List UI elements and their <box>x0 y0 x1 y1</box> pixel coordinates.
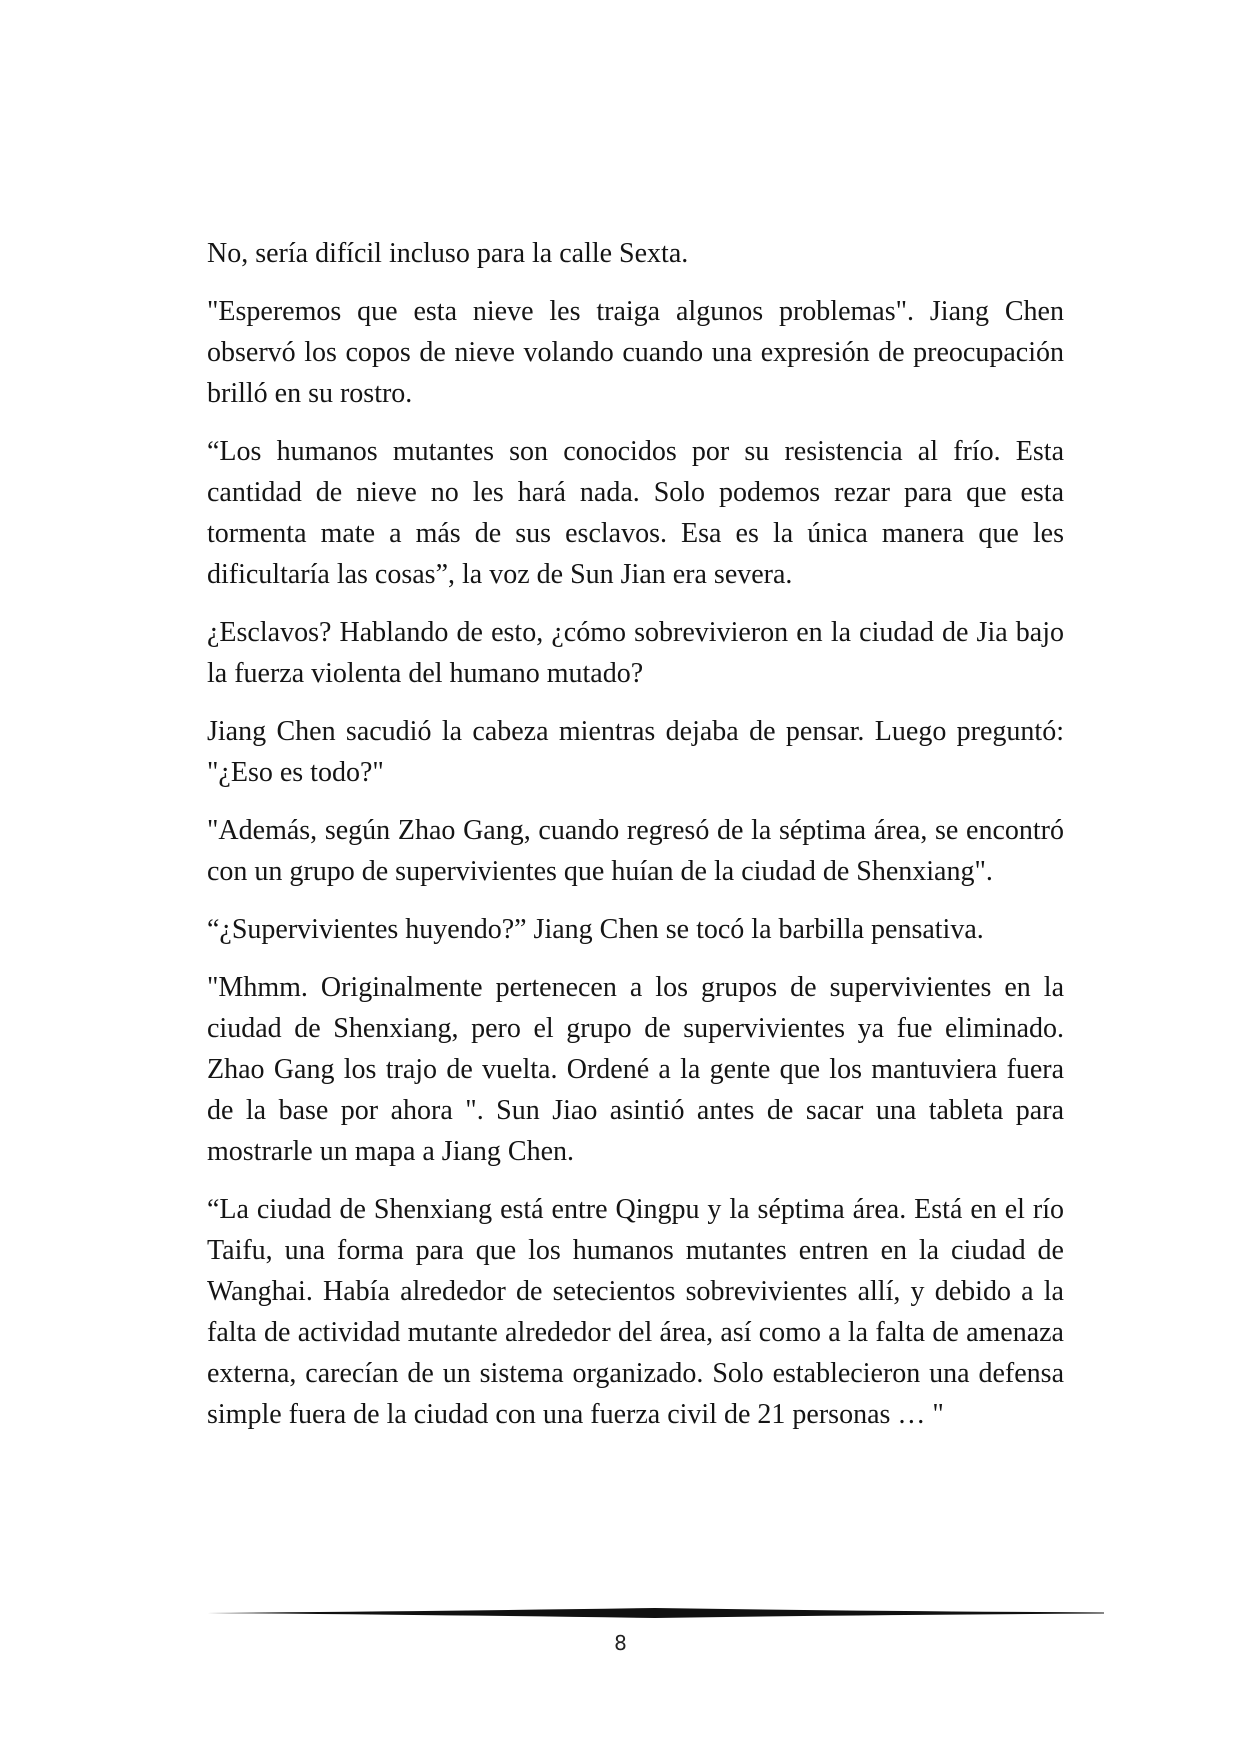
paragraph-5: Jiang Chen sacudió la cabeza mientras dejaba de pensar. Luego preguntó: "¿Eso es todo?" <box>207 716 1064 788</box>
page-number: 8 <box>614 1631 627 1655</box>
paragraph-6: "Además, según Zhao Gang, cuando regresó de la séptima área, se encontró con un grupo de supervivientes que huían de la ciudad de Shenxiang". <box>207 815 1064 887</box>
paragraph-7: “¿Supervivientes huyendo?” Jiang Chen se tocó la barbilla pensativa. <box>207 914 984 945</box>
paragraph-8: "Mhmm. Originalmente pertenecen a los grupos de supervivientes en la ciudad de Shenxiang, pero el grupo de supervivientes ya fue eliminado. Zhao Gang los trajo de vuelta. Ordené a la gente que los mantuviera fuera de la base por ahora ". Sun Jiao asintió antes de sacar una tableta para mostrarle un mapa a Jiang Chen. <box>207 972 1064 1167</box>
footer-divider <box>207 1606 1104 1620</box>
paragraph-4: ¿Esclavos? Hablando de esto, ¿cómo sobrevivieron en la ciudad de Jia bajo la fuerza violenta del humano mutado? <box>207 617 1064 689</box>
paragraph-1: No, sería difícil incluso para la calle Sexta. <box>207 238 689 269</box>
body-text <box>207 233 1064 1452</box>
paragraph-2: "Esperemos que esta nieve les traiga algunos problemas". Jiang Chen observó los copos de nieve volando cuando una expresión de preocupación brilló en su rostro. <box>207 296 1064 409</box>
paragraph-3: “Los humanos mutantes son conocidos por su resistencia al frío. Esta cantidad de nieve no les hará nada. Solo podemos rezar para que esta tormenta mate a más de sus esclavos. Esa es la única manera que les dificultaría las cosas”, la voz de Sun Jian era severa. <box>207 436 1064 590</box>
paragraph-9: “La ciudad de Shenxiang está entre Qingpu y la séptima área. Está en el río Taifu, una forma para que los humanos mutantes entren en la ciudad de Wanghai. Había alrededor de setecientos sobrevivientes allí, y debido a la falta de actividad mutante alrededor del área, así como a la falta de amenaza externa, carecían de un sistema organizado. Solo establecieron una defensa simple fuera de la ciudad con una fuerza civil de 21 personas … " <box>207 1194 1064 1430</box>
